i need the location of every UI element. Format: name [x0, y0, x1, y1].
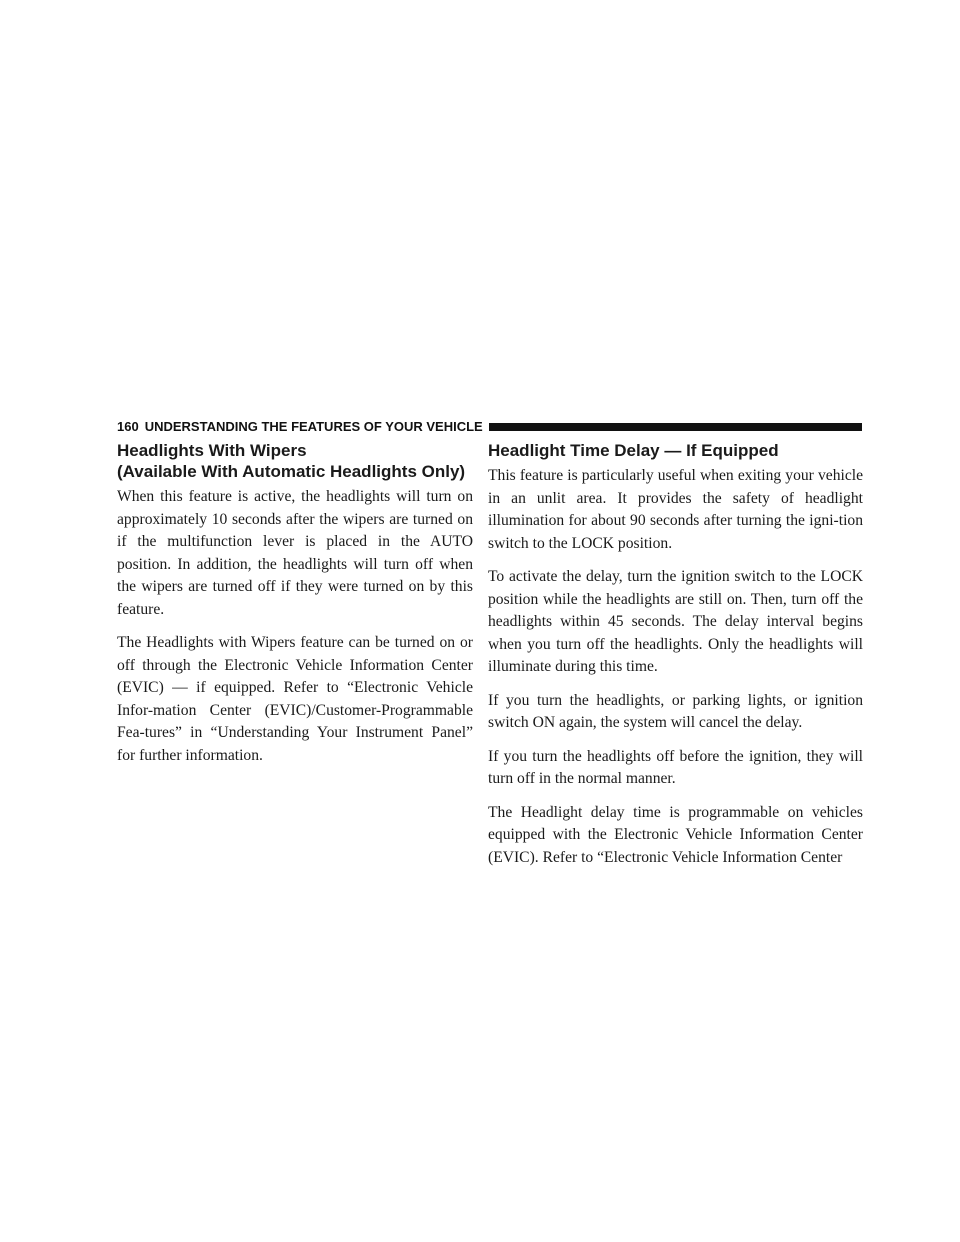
paragraph: When this feature is active, the headlights will turn on approximately 10 seconds after the wipers are turned on if the multifunction lever is placed in the AUTO position. In addition, the headlights will turn off when the wipers are turned off if they were turned on by this feature. — [117, 488, 473, 618]
left-column — [117, 440, 473, 778]
paragraph: This feature is particularly useful when exiting your vehicle in an unlit area. It provides the safety of headlight illumination for about 90 seconds after turning the igni-tion switch to the LOCK position. — [488, 467, 863, 552]
heading-line-2: (Available With Automatic Headlights Only) — [117, 462, 466, 481]
paragraph: The Headlights with Wipers feature can be turned on or off through the Electronic Vehicle Information Center (EVIC) — if equipped. Refer to “Electronic Vehicle Infor-mation Center (EVIC)/Customer-Programmable Fea-tures” in “Understanding Your Instrument Panel” for further information. — [117, 634, 473, 764]
heading-line-1: Headlights With Wipers — [117, 441, 307, 460]
paragraph: To activate the delay, turn the ignition switch to the LOCK position while the headlights are still on. Then, turn off the headlights within 45 seconds. The delay interval begins when you turn off the headlights. Only the headlights will illuminate during this time. — [488, 568, 863, 675]
page-number: 160 — [117, 419, 139, 434]
header-rule — [489, 423, 862, 431]
section-title: UNDERSTANDING THE FEATURES OF YOUR VEHICLE — [144, 419, 483, 434]
right-column — [488, 440, 863, 880]
paragraph: If you turn the headlights off before the ignition, they will turn off in the normal manner. — [488, 747, 863, 787]
paragraph: If you turn the headlights, or parking lights, or ignition switch ON again, the system will cancel the delay. — [488, 691, 863, 731]
page-header — [117, 418, 862, 435]
paragraph: The Headlight delay time is programmable on vehicles equipped with the Electronic Vehicle Information Center (EVIC). Refer to “Electronic Vehicle Information Center — [488, 803, 863, 866]
headlights-with-wipers-heading — [117, 440, 473, 482]
headlight-time-delay-heading: Headlight Time Delay — If Equipped — [488, 441, 779, 460]
